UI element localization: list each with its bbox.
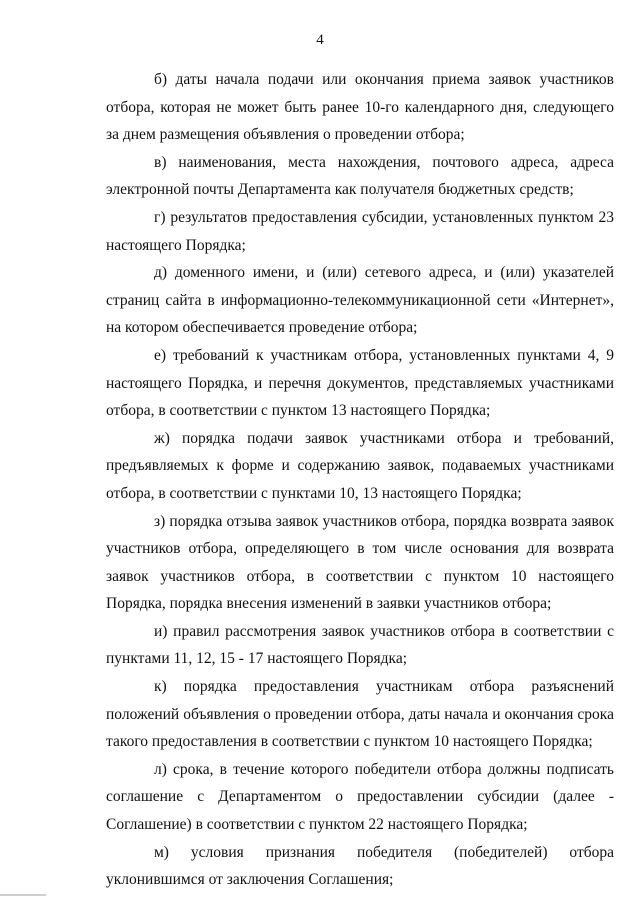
paragraph-z: з) порядка отзыва заявок участников отбора, порядка возврата заявок участников отбора, определяющего в том числе основания для возврата заявок участников отбора, в соответствии с пунктом 10 настоящего Порядка, порядка внесения изменений в заявки участников отбора; (106, 512, 614, 613)
paragraph-g: г) результатов предоставления субсидии, установленных пунктом 23 настоящего Порядка; (106, 208, 614, 254)
paragraph-d: д) доменного имени, и (или) сетевого адреса, и (или) указателей страниц сайта в информационно-телекоммуникационной сети «Интернет», на котором обеспечивается проведение отбора; (106, 264, 614, 337)
paragraph-m: м) условия признания победителя (победителей) отбора уклонившимся от заключения Соглашения; (106, 843, 614, 889)
paragraph-e: е) требований к участникам отбора, установленных пунктами 4, 9 настоящего Порядка, и перечня документов, представляемых участниками отбора, в соответствии с пунктом 13 настоящего Порядка; (106, 346, 614, 420)
paragraph-v: в) наименования, места нахождения, почтового адреса, адреса электронной почты Департамента как получателя бюджетных средств; (106, 153, 614, 199)
paragraph-l: л) срока, в течение которого победители отбора должны подписать соглашение с Департаментом о предоставлении субсидии (далее - Соглашение) в соответствии с пунктом 22 настоящего Порядка; (106, 760, 614, 834)
document-body (106, 66, 614, 894)
paragraph-k: к) порядка предоставления участникам отбора разъяснений положений объявления о проведении отбора, даты начала и окончания срока такого предоставления в соответствии с пунктом 10 настоящего Порядка; (106, 678, 614, 751)
page-number: 4 (316, 32, 324, 48)
paragraph-b: б) даты начала подачи или окончания приема заявок участников отбора, которая не может быть ранее 10-го календарного дня, следующего за днем размещения объявления о проведении отбора; (106, 71, 614, 144)
paragraph-i: и) правил рассмотрения заявок участников отбора в соответствии с пунктами 11, 12, 15 - 17 настоящего Порядка; (106, 622, 614, 668)
scan-edge-mark (0, 894, 46, 896)
paragraph-zh: ж) порядка подачи заявок участниками отбора и требований, предъявляемых к форме и содержанию заявок, подаваемых участниками отбора, в соответствии с пунктами 10, 13 настоящего Порядка; (106, 429, 614, 502)
